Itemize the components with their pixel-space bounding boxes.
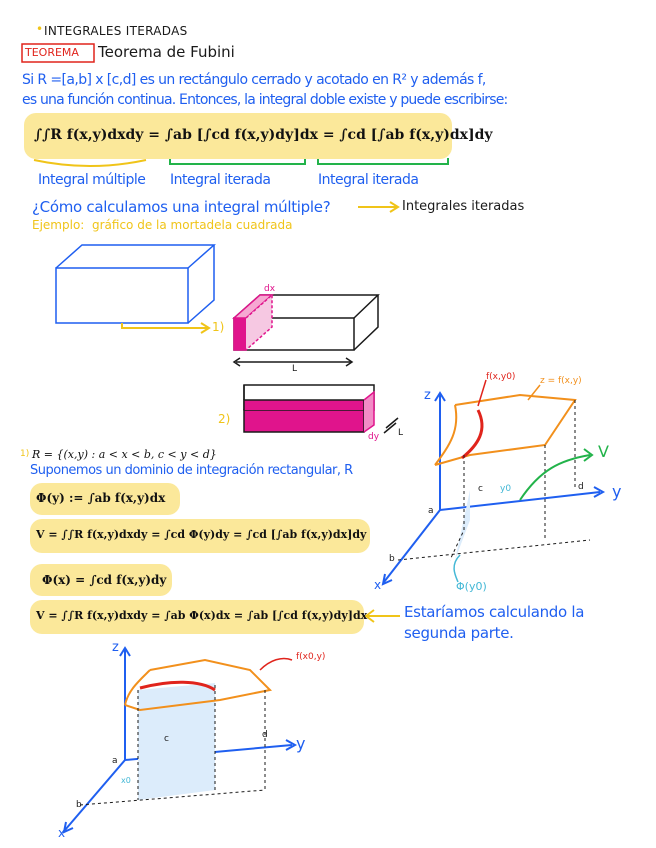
g1-c: c bbox=[478, 484, 483, 494]
bullet: • bbox=[36, 22, 44, 36]
mortadela-box bbox=[56, 245, 214, 323]
label-integral-iterada-1: Integral iterada bbox=[170, 172, 271, 188]
fubini-formula: ∫∫R f(x,y)dxdy = ∫ab [∫cd f(x,y)dy]dx = ∫cd [∫ab f(x,y)dx]dy bbox=[34, 127, 493, 143]
label-integral-multiple: Integral múltiple bbox=[38, 172, 146, 188]
phi-y-formula: Φ(y) := ∫ab f(x,y)dx bbox=[36, 491, 166, 505]
g1-V-label: V bbox=[598, 442, 609, 461]
g1-phi-label: Φ(y0) bbox=[456, 580, 487, 593]
slice-2-dy: dy bbox=[368, 432, 380, 442]
g2-x-axis: x bbox=[58, 826, 66, 840]
g2-z-axis: z bbox=[112, 640, 119, 655]
g1-y0: y0 bbox=[500, 484, 512, 494]
g2-c: c bbox=[164, 734, 169, 744]
slice-2-length: L bbox=[398, 428, 404, 438]
g1-surface-label: z = f(x,y) bbox=[540, 376, 582, 386]
section-title: INTEGRALES ITERADAS bbox=[44, 24, 188, 38]
g1-a: a bbox=[428, 506, 434, 516]
g2-fx-label: f(x0,y) bbox=[296, 652, 326, 662]
label-integral-iterada-2: Integral iterada bbox=[318, 172, 419, 188]
g1-x-axis: x bbox=[374, 578, 382, 592]
example-prefix: Ejemplo: bbox=[32, 218, 85, 232]
slice-1-dx: dx bbox=[264, 284, 276, 294]
g1-z-axis: z bbox=[424, 388, 431, 403]
g2-a: a bbox=[112, 756, 118, 766]
g1-b: b bbox=[389, 554, 395, 564]
graph-1 bbox=[383, 380, 603, 584]
slice-1-number: 1) bbox=[212, 320, 225, 334]
note-line-1: Estaríamos calculando la bbox=[404, 603, 585, 621]
V1-formula: V = ∫∫R f(x,y)dxdy = ∫cd Φ(y)dy = ∫cd [∫ab f(x,y)dx]dy bbox=[36, 528, 367, 541]
domain-number: 1) bbox=[20, 449, 30, 459]
g2-d: d bbox=[262, 730, 268, 740]
slice-1-length: L bbox=[292, 364, 298, 374]
g1-y-axis: y bbox=[612, 482, 622, 501]
example-text: gráfico de la mortadela cuadrada bbox=[92, 218, 293, 232]
g2-y-axis: y bbox=[296, 734, 306, 753]
statement-line-1: Si R =[a,b] x [c,d] es un rectángulo cerrado y acotado en R² y además f, bbox=[22, 72, 486, 88]
question-text: ¿Cómo calculamos una integral múltiple? bbox=[32, 198, 331, 216]
note-line-2: segunda parte. bbox=[404, 624, 514, 642]
domain-formula: R = {(x,y) : a < x < b, c < y < d} bbox=[32, 448, 217, 461]
g1-fx0-label: f(x,y0) bbox=[486, 372, 516, 382]
slice-1 bbox=[234, 295, 378, 366]
question-answer: Integrales iteradas bbox=[402, 199, 525, 214]
theorem-tag: TEOREMA bbox=[25, 46, 79, 59]
slice-2-number: 2) bbox=[218, 412, 231, 426]
statement-line-2: es una función continua. Entonces, la integral doble existe y puede escribirse: bbox=[22, 92, 508, 108]
phi-x-formula: Φ(x) = ∫cd f(x,y)dy bbox=[42, 573, 167, 587]
brace-multiple bbox=[34, 160, 146, 166]
V2-formula: V = ∫∫R f(x,y)dxdy = ∫ab Φ(x)dx = ∫ab [∫cd f(x,y)dy]dx bbox=[36, 609, 368, 622]
g1-d: d bbox=[578, 482, 584, 492]
g2-b: b bbox=[76, 800, 82, 810]
g2-x0: x0 bbox=[121, 776, 131, 785]
graph-2 bbox=[64, 648, 295, 832]
theorem-name: Teorema de Fubini bbox=[98, 43, 235, 61]
domain-text: Suponemos un dominio de integración rectangular, R bbox=[30, 463, 353, 478]
slice-2 bbox=[244, 385, 398, 433]
